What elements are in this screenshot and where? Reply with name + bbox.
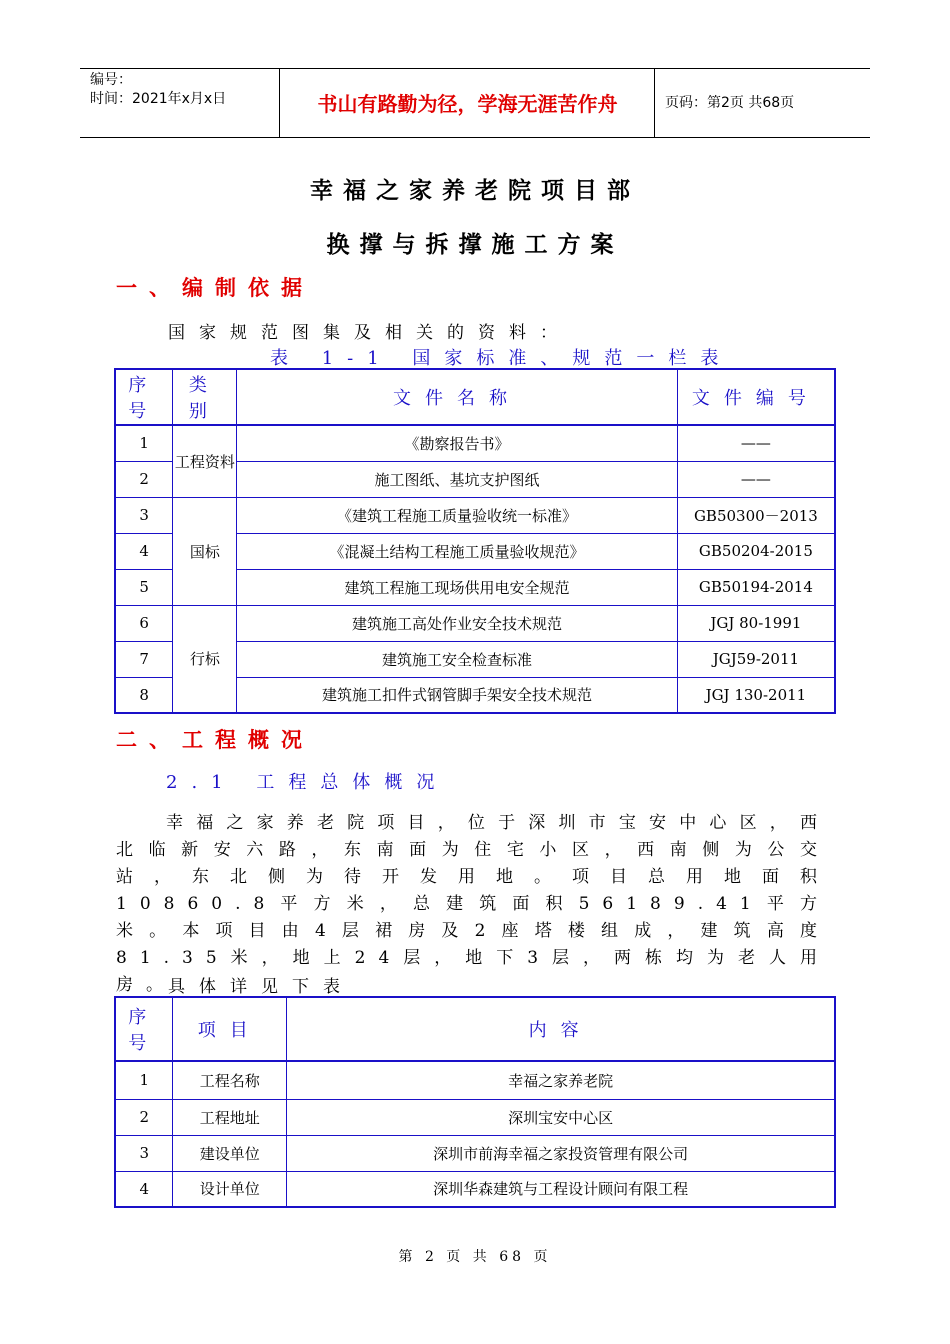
table-row — [115, 1099, 835, 1135]
col-header: 内容 — [287, 997, 835, 1061]
table-row — [115, 605, 835, 641]
cell-code: GB50194-2014 — [677, 569, 835, 605]
cell-item: 工程名称 — [173, 1061, 287, 1099]
page-info: 页码：第2页 共68页 — [665, 95, 795, 111]
cell-item: 建设单位 — [173, 1135, 287, 1171]
cell-code: —— — [677, 461, 835, 497]
table-row — [115, 1061, 835, 1099]
cell-no: 4 — [115, 533, 173, 569]
cell-name: 《勘察报告书》 — [237, 425, 677, 461]
overview-paragraph: 幸福之家养老院项目，位于深圳市宝安中心区，西北临新安六路，东南面为住宅小区，西南侧为公交站，东北侧为待开发用地。项目总用地面积10860.8平方米，总建筑面积56189.41平方米。本项目由4层裙房及2座塔楼组成，建筑高度81.35米，地上24层，地下3层，两栋均为老人用房。 — [116, 813, 830, 995]
cell-no: 2 — [115, 461, 173, 497]
cell-category: 工程资料 — [173, 425, 237, 497]
cell-no: 3 — [115, 497, 173, 533]
cell-item: 设计单位 — [173, 1171, 287, 1207]
cell-no: 6 — [115, 605, 173, 641]
cell-code: JGJ 80-1991 — [677, 605, 835, 641]
section-2-1-heading: 2.1 工程总体概况 — [166, 772, 449, 793]
cell-content: 幸福之家养老院 — [287, 1061, 835, 1099]
cell-content: 深圳宝安中心区 — [287, 1099, 835, 1135]
col-header: 类别 — [173, 369, 237, 425]
section-2-heading: 二、工程概况 — [116, 728, 314, 752]
cell-code: JGJ 130-2011 — [677, 677, 835, 713]
cell-no: 4 — [115, 1171, 173, 1207]
cell-name: 建筑施工扣件式钢管脚手架安全技术规范 — [237, 677, 677, 713]
standards-table — [114, 368, 836, 714]
cell-item: 工程地址 — [173, 1099, 287, 1135]
col-header: 序号 — [115, 997, 173, 1061]
cell-no: 1 — [115, 1061, 173, 1099]
cell-category: 行标 — [173, 605, 237, 713]
cell-code: GB50300－2013 — [677, 497, 835, 533]
cell-content: 深圳华森建筑与工程设计顾问有限工程 — [287, 1171, 835, 1207]
cell-no: 8 — [115, 677, 173, 713]
table-row — [115, 425, 835, 461]
cell-category: 国标 — [173, 497, 237, 605]
cell-no: 1 — [115, 425, 173, 461]
col-header: 序号 — [115, 369, 173, 425]
col-header: 文件名称 — [237, 369, 677, 425]
cell-no: 3 — [115, 1135, 173, 1171]
header-meta — [80, 69, 280, 137]
cell-no: 5 — [115, 569, 173, 605]
cell-no: 7 — [115, 641, 173, 677]
cell-name: 建筑工程施工现场供用电安全规范 — [237, 569, 677, 605]
table-row — [115, 1135, 835, 1171]
cell-name: 《混凝土结构工程施工质量验收规范》 — [237, 533, 677, 569]
cell-code: JGJ59-2011 — [677, 641, 835, 677]
motto: 书山有路勤为径，学海无涯苦作舟 — [281, 69, 655, 137]
cell-code: —— — [677, 425, 835, 461]
intro-text-2: 具体详见下表 — [168, 977, 354, 997]
cell-name: 建筑施工高处作业安全技术规范 — [237, 605, 677, 641]
time-label: 时间：2021年x月x日 — [90, 91, 227, 107]
project-info-table — [114, 996, 836, 1208]
table-row — [115, 1171, 835, 1207]
table-row — [115, 497, 835, 533]
cell-content: 深圳市前海幸福之家投资管理有限公司 — [287, 1135, 835, 1171]
cell-name: 《建筑工程施工质量验收统一标准》 — [237, 497, 677, 533]
cell-name: 施工图纸、基坑支护图纸 — [237, 461, 677, 497]
page-header — [80, 68, 870, 138]
col-header: 项目 — [173, 997, 287, 1061]
page-footer: 第 2 页 共 68 页 — [398, 1249, 552, 1265]
doc-title-2: 换撑与拆撑施工方案 — [326, 232, 624, 258]
col-header: 文件编号 — [677, 369, 835, 425]
table1-caption: 表 1-1 国家标准、规范一栏表 — [270, 348, 733, 369]
code-label: 编号： — [90, 72, 132, 88]
cell-code: GB50204-2015 — [677, 533, 835, 569]
intro-text-1: 国家规范图集及相关的资料： — [168, 323, 571, 343]
cell-name: 建筑施工安全检查标准 — [237, 641, 677, 677]
cell-no: 2 — [115, 1099, 173, 1135]
section-1-heading: 一、编制依据 — [116, 276, 314, 300]
doc-title-1: 幸福之家养老院项目部 — [310, 178, 640, 204]
